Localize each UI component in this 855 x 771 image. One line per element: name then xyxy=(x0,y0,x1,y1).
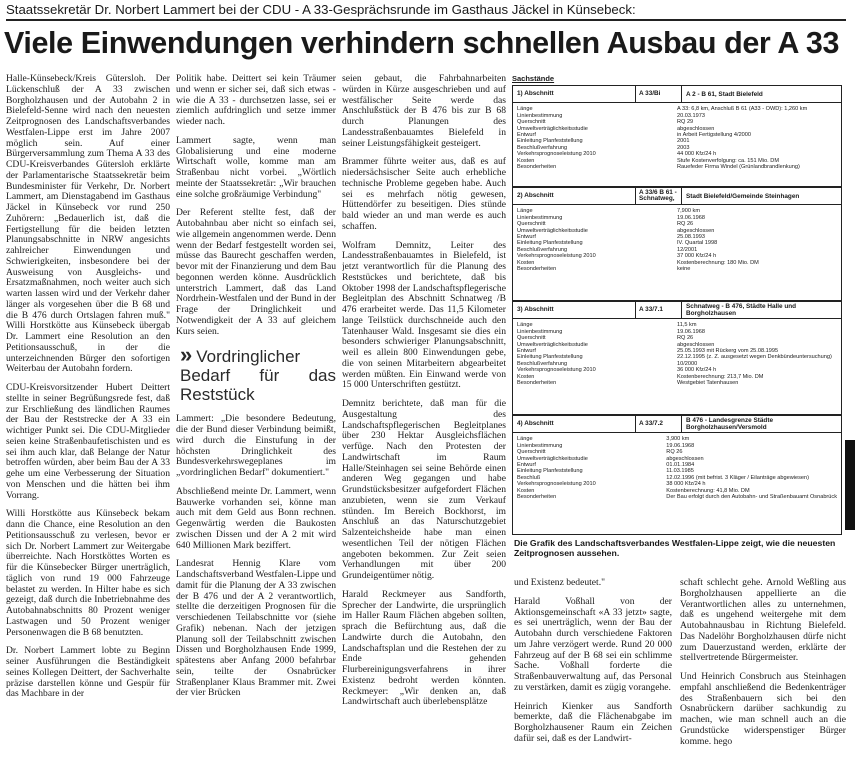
row-label: Verkehrsprognoseleistung 2010 xyxy=(517,481,596,488)
kicker-line: Staatssekretär Dr. Norbert Lammert bei der CDU - A 33-Gesprächsrunde im Gasthaus Jäckel in Künsebeck: xyxy=(6,2,846,21)
row-label: Kosten xyxy=(517,157,535,164)
row-label: Querschnitt xyxy=(517,221,546,228)
paragraph: Landesrat Hennig Klare vom Landschaftsverband Westfalen-Lippe und damit für die Planung der A 33 zwischen der B 476 und der A 2 verantwortlich, stellte die derzeitigen Prognosen für die verschiedenen Teilabschnitte vor (siehe Grafik) nebenan. Nach der jetzigen Planung soll der Teilabschnitt zwischen Dissen und Borgholzhausen Ende 1999, spätestens aber Anfang 2000 befahrbar sein, teilte der Osnabrücker Straßenplaner Klaus Brammer mit. Zwei der vier Brücken xyxy=(176,558,336,699)
row-value: Rauefeder Firma Windel (Grünlandbrandlenkung) xyxy=(677,164,800,171)
row-value: RQ 26 xyxy=(677,335,694,342)
row-value: 11,5 km xyxy=(677,322,697,329)
section-route: A 33/6 B 61 - Schnatweg, xyxy=(636,188,682,204)
row-label: Linienbestimmung xyxy=(517,442,563,449)
row-value: Kostenberechnung: 213,7 Mio. DM xyxy=(677,373,764,380)
article-column-4 xyxy=(514,578,672,768)
row-value: Der Bau erfolgt durch den Autobahn- und Straßenbauamt Osnabrück xyxy=(666,494,837,501)
row-value: RQ 26 xyxy=(677,221,694,228)
section-section: 4) Abschnitt xyxy=(513,416,636,432)
row-label: Besonderheiten xyxy=(517,266,557,273)
paragraph: Heinrich Kienker aus Sandforth bemerkte, daß die Flächenabgabe im Borgholzhausener Raum ein Zeichen dafür sei, daß es der Landwirt- xyxy=(514,700,672,744)
row-label: Länge xyxy=(517,436,533,443)
row-label: Verkehrsprognoseleistung 2010 xyxy=(517,151,596,158)
paragraph: Willi Horstkötte aus Künsebeck bekam dann die Chance, eine Resolution an den Petitionsausschuß zu verlesen, bevor er sich Dr. Norbert Lammert zur Weitergabe überreichte. Nach Horstköttes Worten es für die Künsebecker Bürger unerträglich, täglich von rund 19 000 Fahrzeuge belastet zu werden. In Hilter habe es sich gezeigt, daß durch die Inbetriebnahme des Autobahnabschnitts 80 Prozent weniger Lastwagen und 50 Prozent weniger Personenwagen die B 68 benutzten. xyxy=(6,508,170,638)
row-value: A 33: 6,8 km, Anschluß B 61 (A33 - OWD): 1,260 km xyxy=(677,106,808,113)
section-section: 1) Abschnitt xyxy=(513,86,636,102)
subheadline: » Vordringlicher Bedarf für das Reststück xyxy=(180,342,336,405)
row-label: Umweltverträglichkeitsstudie xyxy=(517,227,588,234)
graphic-sections xyxy=(512,85,842,535)
row-label: Länge xyxy=(517,208,533,215)
row-value: in Arbeit Fertigstellung 4/2000 xyxy=(677,132,752,139)
row-label: Entwurf xyxy=(517,348,536,355)
section-route: A 33/Bi xyxy=(636,86,682,102)
section-rows xyxy=(513,205,841,275)
row-label: Besonderheiten xyxy=(517,494,557,501)
row-value: 38 000 Kfz/24 h xyxy=(666,481,706,488)
row-value: 10/2000 xyxy=(677,360,698,367)
paragraph: Lammert: „Die besondere Bedeutung, die der Bund dieser Verbindung beimißt, wird durch die Einstufung in der höchsten Dringlichkeit des Bundesverkehrswegeplanes im „vordringlichen Bedarf" dokumentiert." xyxy=(176,413,336,478)
row-label: Querschnitt xyxy=(517,119,546,126)
row-value: 25.05.1993 mit Rückerg vom 25.08.1995 xyxy=(677,348,779,355)
paragraph: schaft schlecht gehe. Arnold Weßling aus Borgholzhausen appellierte an die Verantwortlichen alles zu unternehmen, daß es ungehend weitergehe mit dem Autobahnausbau in Richtung Bielefeld. Das Nadelöhr Borgholzhausen dürfe nicht zum Dauerzustand werden, erklärte der stellvertretende Bürgermeister. xyxy=(680,578,846,664)
graphic-title: Sachstände xyxy=(512,74,555,83)
section-header xyxy=(513,416,841,433)
graphic-section xyxy=(512,415,842,535)
row-value: Kostenberechnung: 41,8 Mio. DM xyxy=(666,487,750,494)
row-value: 36 000 Kfz/24 h xyxy=(677,367,717,374)
row-label: Querschnitt xyxy=(517,449,546,456)
row-label: Beschlußverfahrung xyxy=(517,360,568,367)
row-value: 7,900 km xyxy=(677,208,701,215)
row-value: abgeschlossen xyxy=(677,227,715,234)
row-label: Verkehrsprognoseleistung 2010 xyxy=(517,367,596,374)
section-section: 3) Abschnitt xyxy=(513,302,636,318)
graphic-section xyxy=(512,301,842,415)
row-value: keine xyxy=(677,266,691,273)
paragraph: und Existenz bedeutet." xyxy=(514,578,606,588)
graphic-section xyxy=(512,85,842,187)
row-label: Kosten xyxy=(517,259,535,266)
row-label: Umweltverträglichkeitsstudie xyxy=(517,455,588,462)
row-value: 19.06.1968 xyxy=(677,214,705,221)
row-values xyxy=(635,106,837,170)
row-label: Linienbestimmung xyxy=(517,214,563,221)
paragraph: Politik habe. Deittert sei kein Träumer und wenn er sicher sei, daß sich etwas - wie die A 33 - durchsetzen lasse, sei er ziemlich aufdringlich und setze immer wieder nach. xyxy=(176,74,336,127)
row-value: abgeschlossen xyxy=(677,341,715,348)
paragraph: Halle-Künsebeck/Kreis Gütersloh. Der Lückenschluß der A 33 zwischen Borgholzhausen und der Autobahn 2 in Bielefeld-Senne wird nach den neuesten Zeitprognosen des Landschaftsverbandes Westfalen-Lippe erst im Jahre 2007 möglich sein. Auf einer Bürgerversammlung zum Thema A 33 des CDU-Kreisverbandes Gütersloh erklärte der Parlamentarische Staatssekretär beim Bundesminister für Verkehr, Dr. Norbert Lammert, am Dienstagabend im Gasthaus Jäckel in Künsebeck vor rund 250 Zuhörern: „Bedauerlich ist, daß die Fertigstellung für die beiden letzten Planungsabschnitte in NRW angesichts zahlreicher Einwendungen und Schwierigkeiten, insbesondere bei der Ausweisung von Ausgleichs- und Ersatzmaßnahmen, noch weiter auch sich warten lassen wird und der Verkehr daher länger als vorgesehen über die B 68 und die B 476 durch Ortslagen fahren muß." Willi Horstkötte aus Künsebeck übergab Dr. Lammert eine Resolution an den Petitionsausschuß, in der die unterzeichnenden Bürger den sofortigen Weiterbau der Autobahn fordern. xyxy=(6,74,170,375)
row-value: 19.06.1968 xyxy=(677,328,705,335)
paragraph: Wolfram Demnitz, Leiter des Landesstraßenbauamtes in Bielefeld, ist jetzt verantwortlich für die Planung des Reststückes und berichtete, daß bis Oktober 1998 der Landschaftspflegerische Begleitplan des Abschnitt Schnatweg /B 476 erarbeitet werde. Das 11,5 Kilometer lange Teilstück durchschneide auch den Tatenhauser Wald. Insgesamt sie dies ein besonders schwieriger Planungsabschnitt, weil es allein 800 Einwendungen gebe, die von seinen Mitarbeitern abgearbeitet werden müßten. Ein Einwand werde von 15 000 Unterschriften gestützt. xyxy=(342,239,506,391)
row-values xyxy=(635,322,837,386)
row-value: 3,900 km xyxy=(666,436,690,443)
row-value: 44 000 Kfz/24 h xyxy=(677,151,717,158)
section-desc: Schnatweg - B 476, Städte Halle und Borgholzhausen xyxy=(686,303,797,318)
row-value: 2003 xyxy=(677,144,690,151)
row-value: RQ 29 xyxy=(677,119,694,126)
graphic-section xyxy=(512,187,842,301)
row-label: Verkehrsprognoseleistung 2010 xyxy=(517,253,596,260)
row-value: 12/2001 xyxy=(677,246,698,253)
row-value: 01.01.1984 xyxy=(666,462,695,469)
row-value: 25.08.1993 xyxy=(677,234,705,241)
article-column-5 xyxy=(680,578,846,768)
row-labels xyxy=(517,322,635,386)
paragraph: Harald Voßhall von der Aktionsgemeinschaft «A 33 jetzt» sagte, es sei unerträglich, wenn der Bau der Autobahn durch verschiedene Faktoren um Jahre verzögert werde. Rund 20 000 Fahrzeug auf der B 68 sei ein schlimme Sache. Voßhall forderte die Straßenbauverwaltung auf, das Personal zu verstärken, damit es zügig vorangehe. xyxy=(514,595,672,693)
section-desc: A 2 - B 61, Stadt Bielefeld xyxy=(686,90,763,98)
section-route: A 33/7.1 xyxy=(636,302,682,318)
section-route: A 33/7.2 xyxy=(636,416,682,432)
row-label: Linienbestimmung xyxy=(517,328,563,335)
paragraph: Lammert sagte, wenn man Globalisierung und eine moderne Wirtschaft wolle, komme man am Straßenbau nicht vorbei. „Wörtlich meinte der Staatssekretär: „Wir brauchen eine solche großräumige Verbindung" xyxy=(176,134,336,200)
row-labels xyxy=(517,106,635,170)
paragraph: Harald Reckmeyer aus Sandforth, Sprecher der Landwirte, die ursprünglich im Haller Raum Flächen abgeben sollten, sprach die Befürchtung aus, daß die Landwirte durch die Autobahn, den Landschaftsplan und die Restehen der zu Ende gehenden Flurbereinigungsverfahrens in ihrer Existenz bedroht werden könnten. Reckmeyer: „Wir denken an, daß Landwirtschaft auch überlebensplätze xyxy=(342,588,506,708)
row-label: Beschlußverfahrung xyxy=(517,246,568,253)
section-header xyxy=(513,188,841,205)
row-label: Umweltverträglichkeitsstudie xyxy=(517,341,588,348)
row-label: Kosten xyxy=(517,487,535,494)
paragraph: CDU-Kreisvorsitzender Hubert Deittert stellte in seiner Begrüßungsrede fest, daß zur Erschließung des ländlichen Raumes der Bau der Reststrecke der A 33 ein wichtiger Punkt sei. Die CDU-Mitglieder seien keine Straßenbaufetischisten und es sei ihm auch klar, daß Belange der Natur betroffen würden, aber beim Bau der A 33 gehe um eine Verbesserung der Situation von Menschen und die hätten bei ihm Vorrang. xyxy=(6,382,170,501)
quote-mark-icon: » xyxy=(180,342,193,368)
row-value: 22.12.1995 (z. Z. ausgesetzt wegen Denkbündeuntersuchung) xyxy=(677,354,832,361)
row-values xyxy=(624,436,837,500)
row-label: Länge xyxy=(517,322,533,329)
row-value: 12.02.1996 (mit befrist. 3 Kläger / Eilanträge abgewiesen) xyxy=(666,474,810,481)
row-value: RQ 26 xyxy=(666,449,683,456)
section-rows xyxy=(513,103,841,173)
row-value: 37 000 Kfz/24 h xyxy=(677,253,717,260)
row-value: 2001 xyxy=(677,138,690,145)
row-labels xyxy=(517,208,635,272)
paragraph: Demnitz berichtete, daß man für die Ausgestaltung des Landschaftspflegerischen Begleitplanes über 230 Hektar Ausgleichsflächen verfüge. Nach den Protesten der Landwirtschaft im Raum Halle/Steinhagen sei seine Behörde einen anderen Weg gegangen und habe Grundstücksbesitzer aufgefordert Flächen anzubieten, wenn sie zum Verkauf stünden. Im Bereich Bockhorst, im Anschluß an das Naturschutzgebiet Salzenteichsheide habe man einen wesentlichen Teil der nötigen Flächen angeboten bekommen. Zur Zeit seien Verhandlungen mit über 200 Grundeigentümer nötig. xyxy=(342,398,506,581)
row-label: Einleitung Planfeststellung xyxy=(517,240,583,247)
row-label: Entwurf xyxy=(517,462,536,469)
article-column-1 xyxy=(6,74,170,764)
graphic-caption: Die Grafik des Landschaftsverbandes Westfalen-Lippe zeigt, wie die neuesten Zeitprognosen aussehen. xyxy=(514,538,836,558)
section-desc: Stadt Bielefeld/Gemeinde Steinhagen xyxy=(686,192,800,200)
section-desc: B 476 - Landesgrenze Städte Borgholzhausen/Versmold xyxy=(686,417,774,432)
row-label: Beschluß xyxy=(517,474,541,481)
section-header xyxy=(513,86,841,103)
row-value: IV. Quartal 1998 xyxy=(677,240,718,247)
paragraph: Dr. Norbert Lammert lobte zu Beginn seiner Ausführungen die Beständigkeit seines Kollegen Deittert, der Sachverhalte präzise darstellen könne und Gespür für das Machbare in der xyxy=(6,645,170,700)
row-label: Einleitung Planfeststellung xyxy=(517,354,583,361)
row-label: Besonderheiten xyxy=(517,380,557,387)
row-value: 11.03.1985 xyxy=(666,468,694,475)
row-label: Linienbestimmung xyxy=(517,112,563,119)
paragraph: Abschließend meinte Dr. Lammert, wenn Bauwerke vorhanden sei, könne man auch mit dem Geld aus Bonn rechnen. Gegenwärtig werden die Baukosten zwischen Dissen und der A 2 mit wird 640 Millionen Mark beziffert. xyxy=(176,485,336,551)
scan-edge-mark xyxy=(845,440,855,530)
row-label: Entwurf xyxy=(517,234,536,241)
row-label: Querschnitt xyxy=(517,335,546,342)
paragraph: Brammer führte weiter aus, daß es auf niedersächsischer Seite auch erhebliche technische Probleme gegeben habe. Auch sei es mehrfach nötig gewesen, Hüttendörfer zu beseitigen. Dies stünde bald wieder an und man werde es auch schaffen. xyxy=(342,156,506,232)
row-value: abgeschlossen xyxy=(677,125,715,132)
row-value: abgeschlossen xyxy=(666,455,704,462)
row-label: Entwurf xyxy=(517,132,536,139)
section-rows xyxy=(513,433,841,503)
section-section: 2) Abschnitt xyxy=(513,188,636,204)
section-header xyxy=(513,302,841,319)
article-column-3 xyxy=(342,74,506,764)
article-column-2 xyxy=(176,74,336,764)
row-label: Einleitung Planfeststellung xyxy=(517,468,583,475)
section-rows xyxy=(513,319,841,389)
status-graphic xyxy=(512,76,842,536)
row-labels xyxy=(517,436,624,500)
row-label: Einleitung Planfeststellung xyxy=(517,138,583,145)
row-value: 19.06.1968 xyxy=(666,442,695,449)
row-label: Beschlußverfahrung xyxy=(517,144,568,151)
row-value: Stufe Kostenverfolgung: ca. 151 Mio. DM xyxy=(677,157,779,164)
paragraph: Und Heinrich Consbruch aus Steinhagen empfahl anschließend die Bedenkenträger des Straßenbauern sich bei den Osnabrückern darüber sachkundig zu machen, wie man schnell auch an die Grundstücke widerspenstiger Bürger komme. hego xyxy=(680,671,846,747)
row-value: 20.03.1973 xyxy=(677,112,705,119)
row-label: Umweltverträglichkeitsstudie xyxy=(517,125,588,132)
row-value: Kostenberechnung: 180 Mio. DM xyxy=(677,259,759,266)
row-values xyxy=(635,208,837,272)
paragraph: seien gebaut, die Fahrbahnarbeiten würden in Kürze ausgeschrieben und auf westfälischer Seite werde das Anschlußstück der B 476 bis zur B 68 durch Planungen des Landesstraßenbauamtes Bielefeld in seiner Leistungsfähigkeit gesteigert. xyxy=(342,74,506,149)
row-label: Besonderheiten xyxy=(517,164,557,171)
row-label: Länge xyxy=(517,106,533,113)
row-label: Kosten xyxy=(517,373,535,380)
headline: Viele Einwendungen verhindern schnellen Ausbau der A 33 xyxy=(4,26,840,60)
row-value: Westgebiet Tatenhausen xyxy=(677,380,739,387)
paragraph: Der Referent stellte fest, daß der Autobahnbau aber nicht so einfach sei, wie allgemein angenommen werde. Denn wenn der Bedarf festgestellt worden sei, müsse das Baurecht geschaffen werden, bevor mit der Finanzierung und dem Bau begonnen werden könne. Ausdrücklich unterstrich Lammert, daß das Land Nordrhein-Westfalen und der Bund in der Frage der Dringlichkeit und Notwendigkeit der A 33 auf gleichem Kurs seien. xyxy=(176,207,336,337)
